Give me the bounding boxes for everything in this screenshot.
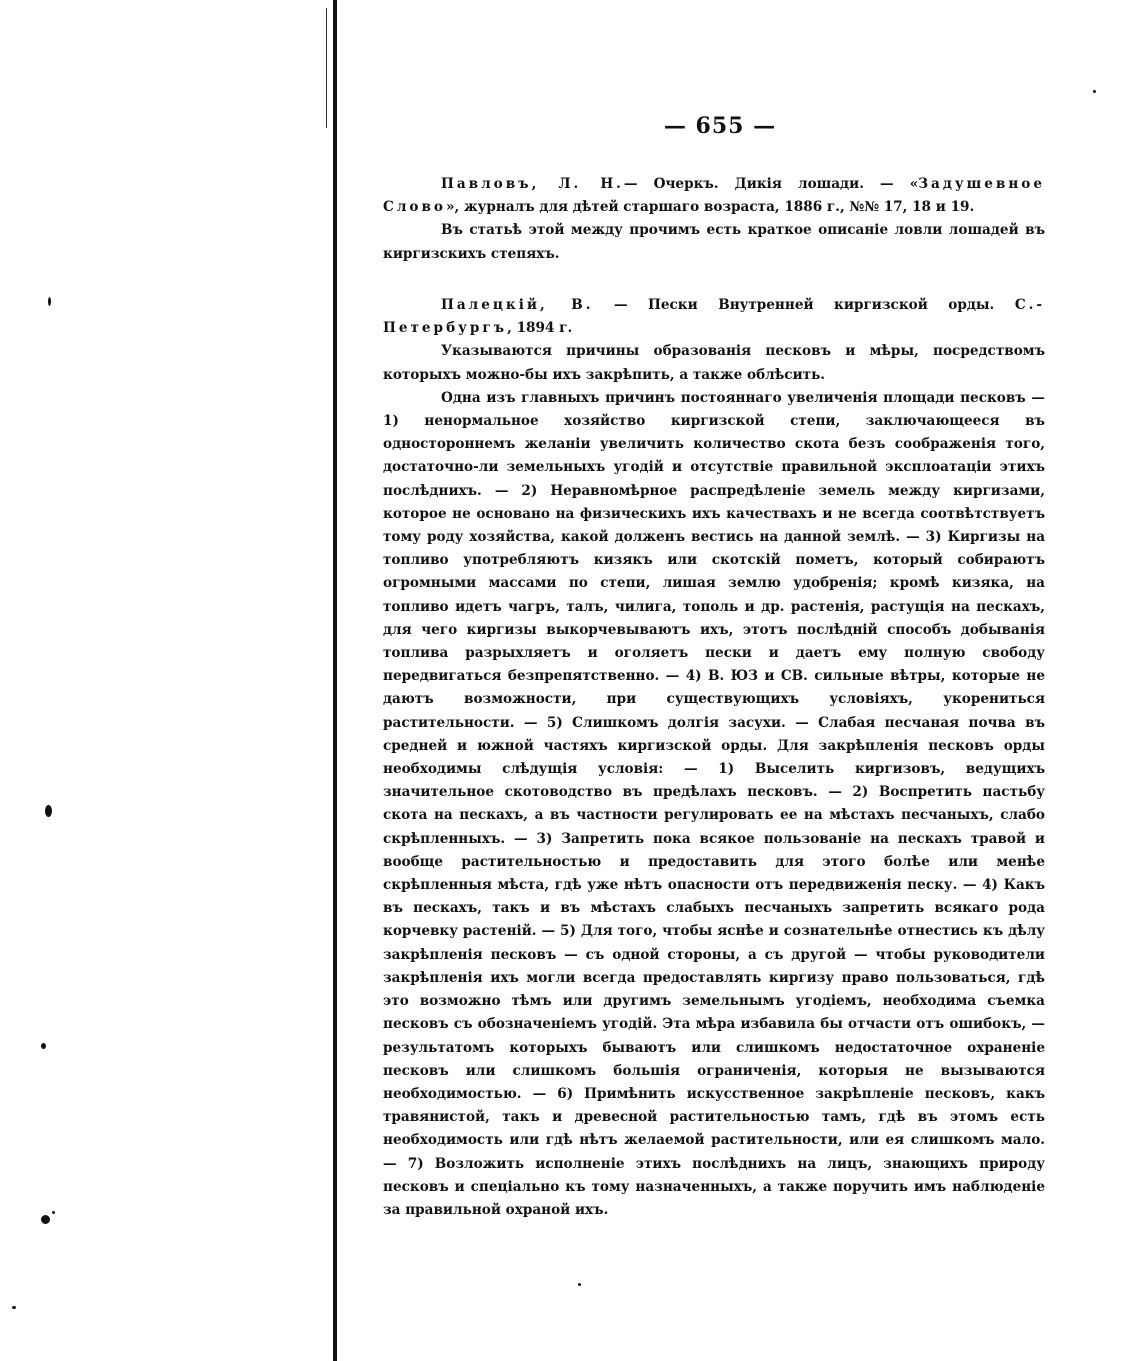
bibliography-entry — [383, 294, 1045, 1222]
margin-speck — [52, 1211, 55, 1214]
entry-annotation: Указываются причины образованія песковъ и мѣры, посредствомъ которыхъ можно-бы ихъ закрѣпить, а также облѣсить. — [383, 343, 1045, 383]
entry-body: Одна изъ главныхъ причинъ постояннаго увеличенія площади песковъ — 1) ненормальное хозяйство киргизской степи, заключающееся въ одностороннемъ желаніи увеличить количество скота безъ соображенія того, достаточно-ли земельныхъ угодій и отсутствіе правильной эксплоатаціи этихъ послѣднихъ. — 2) Неравномѣрное распредѣленіе земель между киргизами, которое не основано на физическихъ ихъ качествахъ и не всегда соотвѣтствуетъ тому роду хозяйства, какой долженъ вестись на данной землѣ. — 3) Киргизы на топливо употребляютъ кизякъ или скотскій пометъ, который собираютъ огромными массами по степи, лишая землю удобренія; кромѣ кизяка, на топливо идетъ чагръ, талъ, чилига, тополь и др. растенія, растущія на пескахъ, для чего киргизы выкорчевываютъ ихъ, этотъ послѣдній способъ добыванія топлива разрыхляетъ и оголяетъ пески и даетъ ему полную свободу передвигаться безпрепятственно. — 4) В. ЮЗ и СВ. сильные вѣтры, которые не даютъ возможности, при существующихъ условіяхъ, укорениться растительности. — 5) Слишкомъ долгія засухи. — Слабая песчаная почва въ средней и южной частяхъ киргизской орды. Для закрѣпленія песковъ орды необходимы слѣдущія условія: — 1) Выселить киргизовъ, ведущихъ значительное скотоводство въ предѣлахъ песковъ. — 2) Воспретить пастьбу скота на пескахъ, а въ частности регулировать ее на мѣстахъ песчаныхъ, слабо скрѣпленныхъ. — 3) Запретить пока всякое пользованіе на пескахъ травой и вообще растительностью и предоставить для этого болѣе или менѣе скрѣпленныя мѣста, гдѣ уже нѣтъ опасности отъ передвиженія песку. — 4) Какъ въ пескахъ, такъ и въ мѣстахъ слабыхъ песчаныхъ запретить всякаго рода корчевку растеній. — 5) Для того, чтобы яснѣе и сознательнѣе отнестись къ дѣлу закрѣпленія песковъ — съ одной стороны, а съ другой — чтобы руководители закрѣпленія ихъ могли всегда предоставлять киргизу право пользоваться, гдѣ это возможно тѣмъ или другимъ земельнымъ угодіемъ, необходима съемка песковъ съ обозначеніемъ угодій. Эта мѣра избавила бы отчасти отъ ошибокъ, — результатомъ которыхъ бываютъ или слишкомъ недостаточное охраненіе песковъ или слишкомъ большія ограниченія, которыя не вызываются необходимостью. — 6) Примѣнить искусственное закрѣпленіе песковъ, какъ травянистой, такъ и древесной растительностью тамъ, гдѣ въ этомъ есть необходимость или гдѣ нѣтъ желаемой растительности, или ея слишкомъ мало. — 7) Возложить исполненіе этихъ послѣднихъ на лицъ, знающихъ природу песковъ и спеціально къ тому назначенныхъ, а также поручить имъ наблюденіе за правильной охраной ихъ. — [383, 389, 1045, 1218]
margin-speck — [578, 1283, 581, 1286]
entry-heading — [383, 294, 1045, 340]
entry-heading — [383, 173, 1045, 219]
entry-title: — Очеркъ. Дикія лошади. — « — [623, 176, 919, 192]
entry-journal: Задушевное Слово — [383, 176, 1045, 216]
margin-speck — [1093, 90, 1096, 93]
margin-speck — [12, 1306, 16, 1309]
margin-speck — [45, 805, 52, 817]
margin-speck — [48, 297, 51, 306]
page-number: — 655 — — [663, 113, 777, 139]
entry-place: С.-Петербургъ — [383, 297, 1046, 337]
binding-edge-hairline — [326, 8, 327, 128]
entry-title: — Пески Внутренней киргизской орды. — [593, 297, 995, 313]
margin-speck — [41, 1043, 46, 1049]
entry-year: , 1894 г. — [507, 320, 573, 337]
bibliography-entry — [383, 173, 1045, 266]
margin-speck — [41, 1215, 50, 1224]
entry-citation: », журналъ для дѣтей старшаго возраста, 1886 г., №№ 17, 18 и 19. — [445, 199, 975, 216]
binding-edge-rule — [333, 0, 337, 1361]
entry-author: Павловъ, Л. Н. — [441, 176, 624, 192]
entry-author: Палецкій, В. — [441, 297, 594, 313]
entry-annotation: Въ статьѣ этой между прочимъ есть краткое описаніе ловли лошадей въ киргизскихъ степяхъ. — [383, 222, 1045, 262]
